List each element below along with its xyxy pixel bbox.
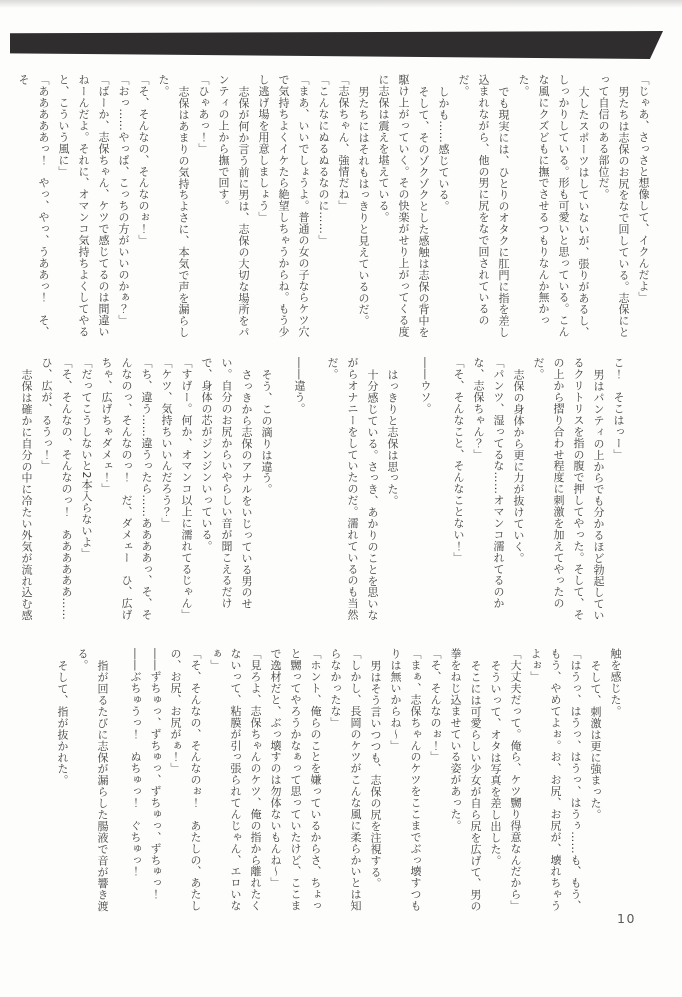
text-tier-top (13, 74, 653, 348)
paragraph: 志保の身体から更に力が抜けていく。 (512, 368, 525, 564)
paragraph: 「しかし、長岡のケツがこんな風に柔らかいとは知らなかったな」 (329, 648, 362, 912)
paragraph: でも現実には、ひとりのオタクに肛門に指を差し込まれながら、他の男に尻をなで回されているのだ。 (457, 74, 510, 338)
paragraph: 触を感じた。 (609, 648, 622, 717)
paragraph: 「ち、違う……違うったら……ああああっ、そ、そんなのっ、そんなのっ！ だ、ダメェー ひ、広げちゃ、広げちゃダメェ！」 (100, 357, 153, 621)
paragraph: 男はパンティの上からでも分かるほど勃起しているクリトリスを指の腹で押してやった。そして、その上から摺り合わせ程度に刺激を加えてやったのだ。 (532, 357, 605, 621)
paragraph: 「そ、そんなのぉ！」 (429, 648, 442, 763)
paragraph: ――ぶちゅうっ！ ぬちゅっ！ ぐちゅっ！ (129, 648, 142, 877)
paragraph: そこには可愛らしい少女が自ら尻を広げて、男の拳をねじ込ませている姿があった。 (449, 648, 482, 912)
paragraph: 「そ、そんなこと、そんなことない！」 (452, 357, 465, 564)
paragraph: そして、そのゾクゾクとした感触は志保の背中を駆け上がっていく。その快楽がせり上がってくる度に志保は震えを堪えている。 (377, 74, 430, 338)
paragraph: 男たちにはそれもはっきりと見えているのだ。 (357, 85, 370, 326)
paragraph: はっきりと志保は思った。 (386, 368, 399, 506)
paragraph: こ！ そこはっー」 (612, 357, 625, 461)
paragraph: そういって、オタは写真を差し出した。 (489, 659, 502, 866)
paragraph: さっきから志保のアナルをいじっている男のせい。自分のお尻からいやらしい音が聞こえるだけで、身体の芯がジンジンいっている。 (200, 357, 253, 609)
paragraph: ――ずちゅっ、ずちゅっ、ずちゅっ、ずちゅっ！ (149, 648, 162, 900)
paragraph: 「ひゃあっ！」 (197, 74, 210, 155)
paragraph: 「見ろよ、志保ちゃんのケツ、俺の指から離れたくないって、粘膜が引っ張られてんじゃん、エロいなぁ」 (209, 648, 262, 912)
paragraph: 志保は確かに自分の中に冷たい外気が流れ込む感 (20, 368, 33, 621)
paragraph: 「こんなにぬるぬるなのに……」 (317, 74, 330, 246)
paragraph: 「すげー。何か、オマンコ以上に濡れてるじゃん」 (180, 357, 193, 621)
paragraph: 「まぁ、志保ちゃんのケツをここまでぶっ壊すつもりは無いからね～」 (389, 648, 422, 912)
page-number: 10 (617, 911, 636, 926)
paragraph: 「そ、そんなの、そんなのぉ！」 (137, 74, 150, 246)
paragraph: 志保が何か言う前に男は、志保の大切な場所をパンティの上から撫で回す。 (217, 74, 250, 338)
paragraph: ――ウソ。 (419, 357, 432, 415)
paragraph: 「あああああっ！ やっ、やっ、うああっ！ そ、そ (17, 74, 50, 338)
paragraph: 「パンツ、湿ってるな……オマンコ濡れてるのかな、志保ちゃん？」 (472, 357, 505, 609)
paragraph: 「おっ……やっぱ、こっちの方がいいのかぁ？」 (117, 74, 130, 326)
paragraph: そう、この滴りは違う。 (260, 368, 273, 495)
paragraph: 「そ、そんなの、そんなのっ！ ああああああ……ひ、広が、るうっ！」 (40, 357, 73, 621)
paragraph: 「ばーか、志保ちゃん、ケツで感じてるのは間違いねーんだよ。それに、オマンコ気持ちよくしてやると、こういう風に」 (57, 74, 110, 338)
paragraph: そして、指が抜かれた。 (56, 659, 69, 786)
paragraph: 大したスポーツはしていないが、張りがあるし、しっかりしている。形も可愛いと思っている。こんな風にクズどもに撫でさせるつもりなんか無かった。 (517, 74, 590, 338)
top-banner (10, 31, 663, 59)
paragraph: 「じゃあ、さっさと想像して、イクんだよ」 (637, 74, 650, 303)
paragraph: 「はうっ、はうっ、はうっ、はうぅ……も、もう、もう、やめてよぉ。お、お尻、お尻が、壊れちゃうよぉ」 (529, 648, 582, 912)
paragraph: 「ホント、俺らのことを嫌っているからさ、ちょっと嬲ってやろうかなぁって思っていたけど、ここまで逸材だと、ぶっ壊すのは勿体ないもんね～」 (269, 648, 322, 912)
paragraph: 「ケツ、気持ちいいんだろう？」 (160, 357, 173, 529)
text-tier-middle (16, 357, 628, 625)
paragraph: 「そ、そんなの、そんなのぉ！ あたしの、あたしの、お尻、お尻がぁ！」 (169, 648, 202, 912)
paragraph: 十分感じている。さっき、あかりのことを思いながらオナニーをしていたのだ。濡れているのも当然だ。 (326, 357, 379, 621)
paragraph: 男たちは志保のお尻をなで回している。志保にとって自信のある部位だ。 (597, 74, 630, 338)
paragraph: 「大丈夫だって。俺ら、ケツ嬲り得意なんだから」 (509, 648, 522, 912)
paragraph: しかも……感じている。 (437, 85, 450, 212)
scan-top-edge-shadow (0, 0, 682, 8)
paragraph: 志保はあまりの気持ちよさに、本気で声を漏らした。 (157, 74, 190, 338)
paragraph: 男はそう言いつつも、志保の尻を注視する。 (369, 659, 382, 889)
paragraph: そして、刺激は更に強まった。 (589, 659, 602, 820)
text-tier-bottom (52, 648, 625, 916)
paragraph: 「志保ちゃん、強情だね」 (337, 74, 350, 212)
paragraph: 「だってこうしないと2本入らないよ」 (80, 357, 93, 560)
paragraph: 「まあ、いいでしょうよ。普通の女の子ならケツ穴で気持ちよくイケたら絶望しちゃうからね。もう少し逃げ場を用意しましょう」 (257, 74, 310, 338)
paragraph: ――違う。 (293, 357, 306, 415)
paragraph: 指が回るたびに志保が漏らした腸液で音が響き渡る。 (76, 648, 109, 912)
